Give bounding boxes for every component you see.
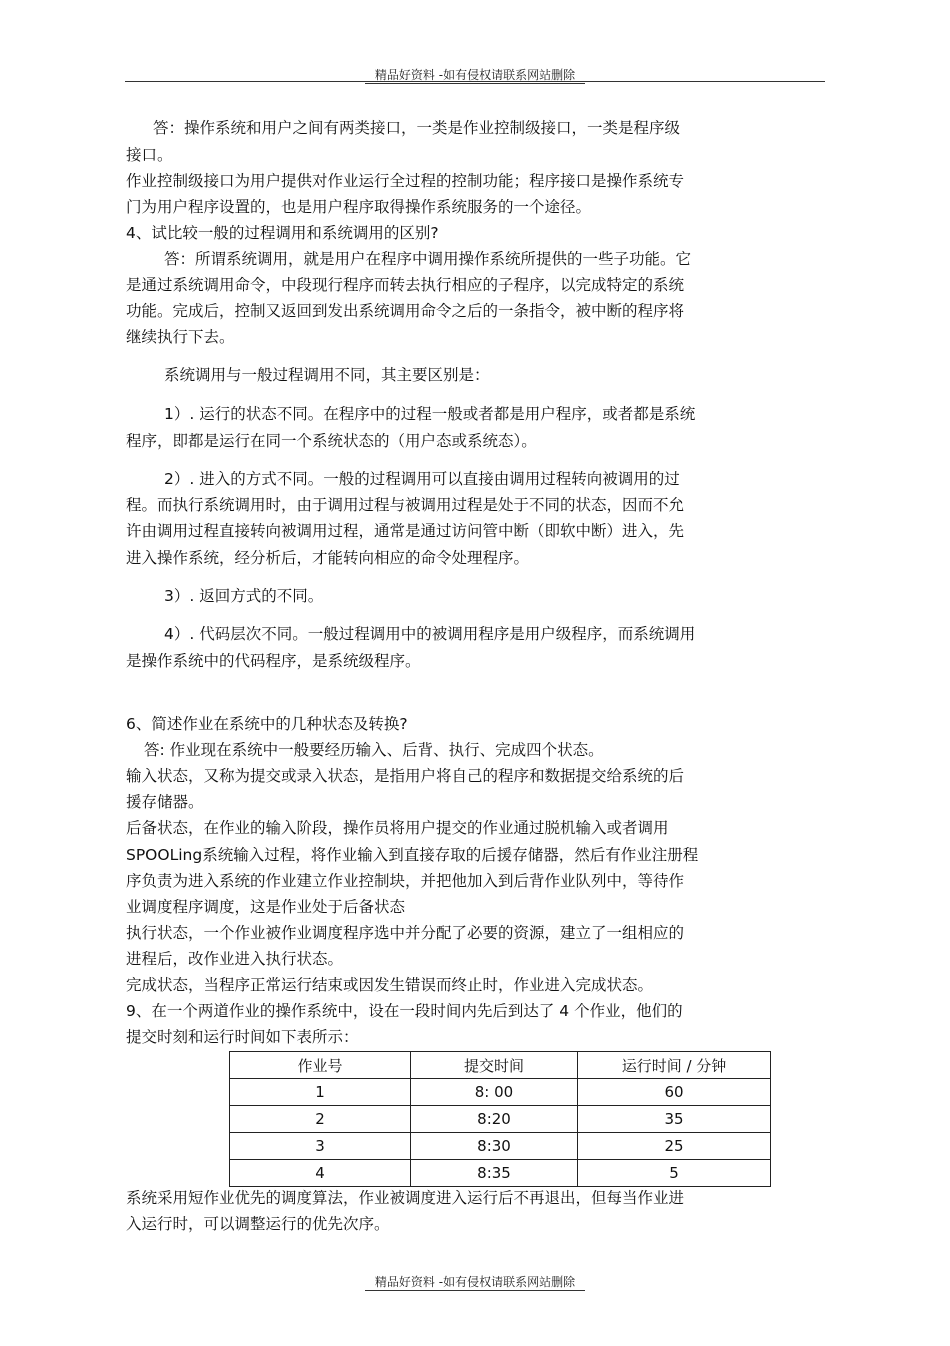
table-cell: 8:30 <box>411 1133 578 1160</box>
question-heading: 4、试比较一般的过程调用和系统调用的区别? <box>126 224 439 242</box>
text-line: 答：所谓系统调用，就是用户在程序中调用操作系统所提供的一些子功能。它 <box>164 250 692 268</box>
header-text: 精品好资料 -如有侵权请联系网站删除 <box>365 68 585 84</box>
list-item: 2）. 进入的方式不同。一般的过程调用可以直接由调用过程转向被调用的过 <box>164 470 680 488</box>
text-line: 输入状态，又称为提交或录入状态，是指用户将自己的程序和数据提交给系统的后 <box>126 767 685 785</box>
table-cell: 8:20 <box>411 1106 578 1133</box>
list-item: 3）. 返回方式的不同。 <box>164 587 324 605</box>
text-line: 系统采用短作业优先的调度算法，作业被调度进入运行后不再退出，但每当作业进 <box>126 1189 685 1207</box>
table-cell: 1 <box>230 1079 411 1106</box>
column-header: 运行时间 / 分钟 <box>578 1052 771 1079</box>
text-line: 进入操作系统，经分析后，才能转向相应的命令处理程序。 <box>126 549 530 567</box>
text-line: 答: 作业现在系统中一般要经历输入、后背、执行、完成四个状态。 <box>144 741 604 759</box>
text-line: 许由调用过程直接转向被调用过程，通常是通过访问管中断（即软中断）进入，先 <box>126 522 685 540</box>
column-header: 作业号 <box>230 1052 411 1079</box>
text-line: 答：操作系统和用户之间有两类接口，一类是作业控制级接口，一类是程序级 <box>153 119 681 137</box>
question-heading: 9、在一个两道作业的操作系统中，设在一段时间内先后到达了 4 个作业，他们的 <box>126 1002 683 1020</box>
text-line: SPOOLing系统输入过程，将作业输入到直接存取的后援存储器，然后有作业注册程 <box>126 846 699 864</box>
table-cell: 8:35 <box>411 1160 578 1187</box>
text-line: 进程后，改作业进入执行状态。 <box>126 950 344 968</box>
text-line: 序负责为进入系统的作业建立作业控制块，并把他加入到后背作业队列中，等待作 <box>126 872 685 890</box>
header-rule <box>125 81 825 82</box>
text-line: 援存储器。 <box>126 793 204 811</box>
job-table <box>229 1051 771 1187</box>
page-footer <box>0 1273 950 1290</box>
text-line: 门为用户程序设置的，也是用户程序取得操作系统服务的一个途径。 <box>126 198 592 216</box>
text-line: 入运行时，可以调整运行的优先次序。 <box>126 1215 390 1233</box>
list-item: 1）. 运行的状态不同。在程序中的过程一般或者都是用户程序，或者都是系统 <box>164 405 696 423</box>
text-line: 功能。完成后，控制又返回到发出系统调用命令之后的一条指令，被中断的程序将 <box>126 302 685 320</box>
text-line: 完成状态，当程序正常运行结束或因发生错误而终止时，作业进入完成状态。 <box>126 976 654 994</box>
table-cell: 3 <box>230 1133 411 1160</box>
table-row <box>230 1160 771 1187</box>
text-line: 业调度程序调度，这是作业处于后备状态 <box>126 898 406 916</box>
table-cell: 4 <box>230 1160 411 1187</box>
text-line: 作业控制级接口为用户提供对作业运行全过程的控制功能；程序接口是操作系统专 <box>126 172 685 190</box>
footer-text: 精品好资料 -如有侵权请联系网站删除 <box>365 1275 585 1291</box>
table-cell: 60 <box>578 1079 771 1106</box>
text-line: 后备状态，在作业的输入阶段，操作员将用户提交的作业通过脱机输入或者调用 <box>126 819 669 837</box>
text-line: 接口。 <box>126 146 173 164</box>
question-heading: 6、简述作业在系统中的几种状态及转换? <box>126 715 408 733</box>
text-line: 程序，即都是运行在同一个系统状态的（用户态或系统态）。 <box>126 432 537 450</box>
text-line: 是操作系统中的代码程序，是系统级程序。 <box>126 652 421 670</box>
table-header-row <box>230 1052 771 1079</box>
table-cell: 35 <box>578 1106 771 1133</box>
table-cell: 2 <box>230 1106 411 1133</box>
text-line: 程。而执行系统调用时，由于调用过程与被调用过程是处于不同的状态，因而不允 <box>126 496 685 514</box>
text-line: 系统调用与一般过程调用不同，其主要区别是： <box>164 366 490 384</box>
list-item: 4）. 代码层次不同。一般过程调用中的被调用程序是用户级程序，而系统调用 <box>164 625 696 643</box>
table-row <box>230 1079 771 1106</box>
table-cell: 8: 00 <box>411 1079 578 1106</box>
table-cell: 25 <box>578 1133 771 1160</box>
text-line: 继续执行下去。 <box>126 328 235 346</box>
table-row <box>230 1106 771 1133</box>
table-cell: 5 <box>578 1160 771 1187</box>
table-row <box>230 1133 771 1160</box>
text-line: 是通过系统调用命令，中段现行程序而转去执行相应的子程序，以完成特定的系统 <box>126 276 685 294</box>
column-header: 提交时间 <box>411 1052 578 1079</box>
text-line: 提交时刻和运行时间如下表所示： <box>126 1028 359 1046</box>
text-line: 执行状态，一个作业被作业调度程序选中并分配了必要的资源，建立了一组相应的 <box>126 924 685 942</box>
